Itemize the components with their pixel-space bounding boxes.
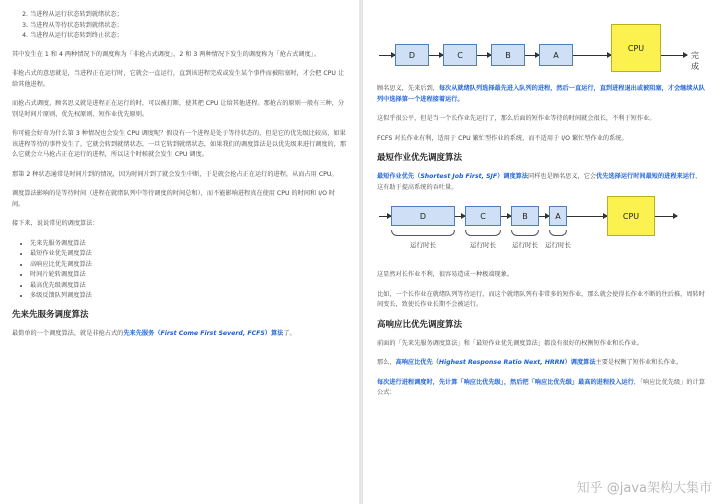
text: （ <box>154 329 161 337</box>
text: 主要是权衡了短作业和长作业。 <box>595 359 683 366</box>
cpu-box: CPU <box>611 24 661 72</box>
arrow <box>539 216 549 217</box>
process-box-d: D <box>391 206 455 226</box>
paragraph-sjf <box>377 172 706 193</box>
section-heading-hrrn: 高响应比优先调度算法 <box>377 319 463 330</box>
text: 先来先服务 <box>123 329 155 337</box>
process-box-d: D <box>395 44 429 66</box>
highlight <box>396 359 596 366</box>
duration-label: 运行时长 <box>545 241 571 249</box>
duration-label: 运行时长 <box>470 241 496 249</box>
list-item: • 多级反馈队列调度算法 <box>30 291 347 302</box>
text: ） <box>264 329 271 337</box>
text: 那么， <box>377 359 396 366</box>
list-item: • 最高优先级调度算法 <box>30 281 347 292</box>
paragraph: 前面的「先来先服务调度算法」和「最短作业优先调度算法」都没有很好的权衡短作业和长作业。 <box>377 339 644 347</box>
paragraph: 这似乎很公平，但是当一个长作业先运行了，那么后面的短作业等待的时间就会很长，不利于短作业。 <box>377 115 656 122</box>
arrow <box>455 216 465 217</box>
text: 算法 <box>270 329 284 337</box>
text: Shortest Job First, SJF <box>420 173 498 180</box>
zhihu-watermark: 知乎 @java架构大集市 <box>576 481 712 496</box>
process-box-a: A <box>539 44 573 66</box>
text: ，「响应比优先级」的计算公式： <box>377 378 705 396</box>
highlight: 每次从就绪队列选择最先进入队列的进程，然后一直运行，直到进程退出或被阻塞，才会继续从队列中选择第一个进程接着运行。 <box>377 85 705 103</box>
arrow <box>567 216 607 217</box>
text: 最简单的一个调度算法，就是非抢占式的 <box>12 329 124 337</box>
text: 了。 <box>283 329 296 337</box>
list-item: 2. 当进程从运行状态转到就绪状态； <box>30 10 347 21</box>
text: ） <box>564 359 571 366</box>
cpu-box: CPU <box>607 196 655 236</box>
paragraph: 其中发生在 1 和 4 两种情况下的调度称为「非抢占式调度」，2 和 3 两种情况下发生的调度称为「抢占式调度」。 <box>12 50 320 58</box>
arrow <box>655 216 677 217</box>
state-transition-list <box>12 10 347 42</box>
algorithm-list <box>12 239 347 302</box>
list-item: 3. 当进程从等待状态转到就绪状态； <box>30 21 347 32</box>
arrow <box>379 55 395 56</box>
arrow <box>661 55 687 56</box>
list-item: • 先来先服务调度算法 <box>30 239 347 250</box>
paragraph: 调度算法影响的是等待时间（进程在就绪队列中等待调度的时间总和），而不能影响进程真在使用 CPU 的时间和 I/O 时间。 <box>12 190 336 208</box>
highlight: 每次进行进程调度时，先计算「响应比优先级」，然后把「响应比优先级」最高的进程投入运行 <box>377 378 634 386</box>
list-item: • 最短作业优先调度算法 <box>30 249 347 260</box>
process-box-c: C <box>465 206 501 226</box>
text: Highest Response Ratio Next, HRRN <box>438 359 565 366</box>
text: 高响应比优先 <box>395 359 433 366</box>
paragraph: 而抢占式调度，顾名思义就是进程正在运行的时，可以被打断，使其把 CPU 让给其他进程。那抢占的原则一般有三种，分别是时间片原则、优先权原则、短作业优先原则。 <box>12 100 345 118</box>
process-box-b: B <box>511 206 539 226</box>
arrow <box>429 55 443 56</box>
paragraph: 比如，一个长作业在就绪队列等待运行，而这个就绪队列有非常多的短作业，那么就会使得长作业不断的往后推，周转时间变长，致使长作业长期不会被运行。 <box>377 290 705 308</box>
highlight: 优先选择运行时间最短的进程来运行 <box>596 173 696 180</box>
paragraph: FCFS 对长作业有利，适用于 CPU 繁忙型作业的系统，而不适用于 I/O 繁忙型作业的系统。 <box>377 134 628 142</box>
paragraph <box>377 84 706 105</box>
text: 同样也是顾名思义，它会 <box>528 173 597 180</box>
paragraph: 那第 2 种状态通常是时间片到的情况，因为时间片到了就会发生中断，于是就会抢占正在运行的进程，从而占用 CPU。 <box>12 170 338 178</box>
arrow <box>525 55 539 56</box>
duration-brace <box>391 230 455 236</box>
duration-label: 运行时长 <box>410 241 436 249</box>
document-page-right <box>363 0 720 504</box>
process-box-b: B <box>491 44 525 66</box>
text: ） <box>497 173 504 180</box>
text: 最短作业优先 <box>377 173 415 180</box>
text: （ <box>432 359 439 366</box>
paragraph: 非抢占式的意思就是，当进程正在运行时，它就会一直运行，直到该进程完成或发生某个事件而被阻塞时，才会把 CPU 让给其他进程。 <box>12 70 345 88</box>
paragraph: 接下来，说说常见的调度算法： <box>12 220 99 227</box>
text: First Come First Severd, FCFS <box>160 329 265 337</box>
section-heading-fcfs: 先来先服务调度算法 <box>12 309 89 320</box>
process-box-a: A <box>549 206 567 226</box>
document-page-left <box>0 0 359 504</box>
paragraph <box>377 378 706 399</box>
text: （ <box>414 173 421 180</box>
duration-label: 运行时长 <box>512 241 538 249</box>
duration-brace <box>511 230 539 236</box>
process-box-c: C <box>443 44 477 66</box>
duration-brace <box>549 230 567 236</box>
section-heading-sjf: 最短作业优先调度算法 <box>377 153 463 163</box>
arrow <box>501 216 511 217</box>
done-label: 完成 <box>691 51 699 71</box>
highlight <box>377 173 528 180</box>
list-item: 4. 当进程从运行状态转到终止状态； <box>30 31 347 42</box>
list-item: • 高响应比优先调度算法 <box>30 260 347 271</box>
highlight <box>123 330 283 337</box>
text: ，这有助于提高系统的吞吐量。 <box>377 173 702 191</box>
paragraph: 你可能会好奇为什么第 3 种情况也会发生 CPU 调度呢？假设有一个进程是处于等待状态的，但是它的优先级比较高，如果该进程等待的事件发生了，它就会转到就绪状态，一旦它转到就绪状态，如果我们的调度算法是以优先级来进行调度的，那么它就会立马抢占正在运行的进程，所以这个时候就会发生 CPU 调度。 <box>12 130 347 158</box>
fcfs-queue-diagram <box>377 10 706 74</box>
sjf-queue-diagram <box>377 202 706 260</box>
arrow <box>477 55 491 56</box>
text: 顾名思义，先来后到， <box>377 85 439 92</box>
arrow <box>573 55 611 56</box>
text: 调度算法 <box>503 173 529 180</box>
paragraph-hrrn <box>377 358 706 369</box>
text: 调度算法 <box>570 359 596 366</box>
paragraph: 这显然对长作业不利，很容易造成一种极端现象。 <box>377 271 514 278</box>
duration-brace <box>465 230 501 236</box>
arrow <box>379 216 391 217</box>
paragraph-fcfs <box>12 329 347 340</box>
list-item: • 时间片轮转调度算法 <box>30 270 347 281</box>
